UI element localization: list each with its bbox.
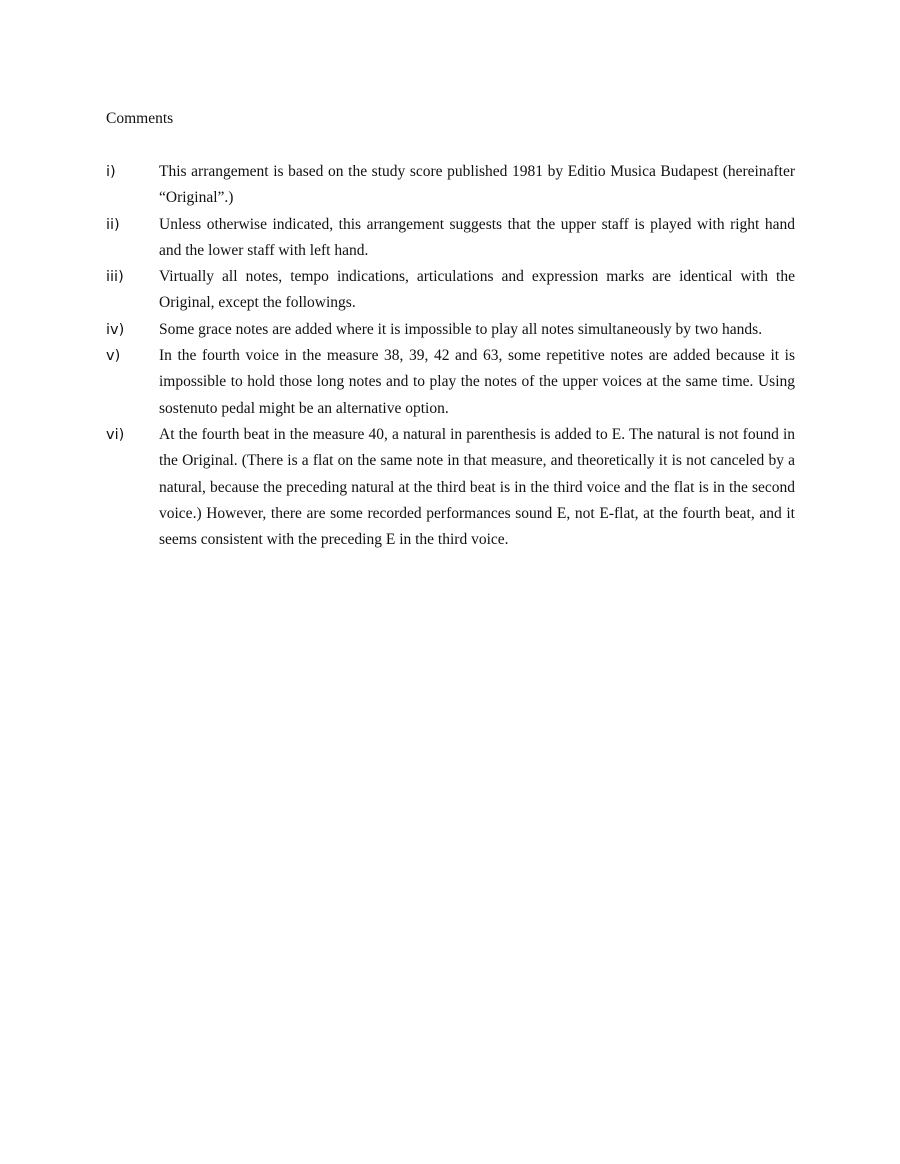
comments-list [106,159,795,553]
comment-text: Some grace notes are added where it is impossible to play all notes simultaneously by two hands. [159,320,763,338]
comment-item-v [106,343,795,422]
comment-text: This arrangement is based on the study score published 1981 by Editio Musica Budapest (hereinafter “Original”.) [159,163,795,207]
page-title: Comments [106,110,174,127]
comment-item-ii [106,212,795,265]
comment-item-vi [106,422,795,553]
comment-marker: iii) [106,269,124,286]
comment-marker: i) [106,164,116,180]
comment-marker: v) [106,348,121,365]
comment-item-i [106,159,795,212]
comment-marker: ii) [106,216,120,233]
comment-item-iii [106,264,795,317]
comment-marker: vi) [106,426,125,443]
comment-text: In the fourth voice in the measure 38, 39, 42 and 63, some repetitive notes are added because it is impossible to hold those long notes and to play the notes of the upper voices at the same time. Using sostenuto pedal might be an alternative option. [159,347,795,417]
comment-item-iv [106,317,795,343]
comment-marker: iv) [106,321,125,338]
comment-text: Virtually all notes, tempo indications, articulations and expression marks are identical with the Original, except the followings. [159,268,795,312]
comment-text: At the fourth beat in the measure 40, a natural in parenthesis is added to E. The natural is not found in the Original. (There is a flat on the same note in that measure, and theoretically it is not canceled by a natural, because the preceding natural at the third beat is in the third voice and the flat is in the second voice.) However, there are some recorded performances sound E, not E-flat, at the fourth beat, and it seems consistent with the preceding E in the third voice. [159,425,795,549]
comment-text: Unless otherwise indicated, this arrangement suggests that the upper staff is played with right hand and the lower staff with left hand. [159,215,795,259]
